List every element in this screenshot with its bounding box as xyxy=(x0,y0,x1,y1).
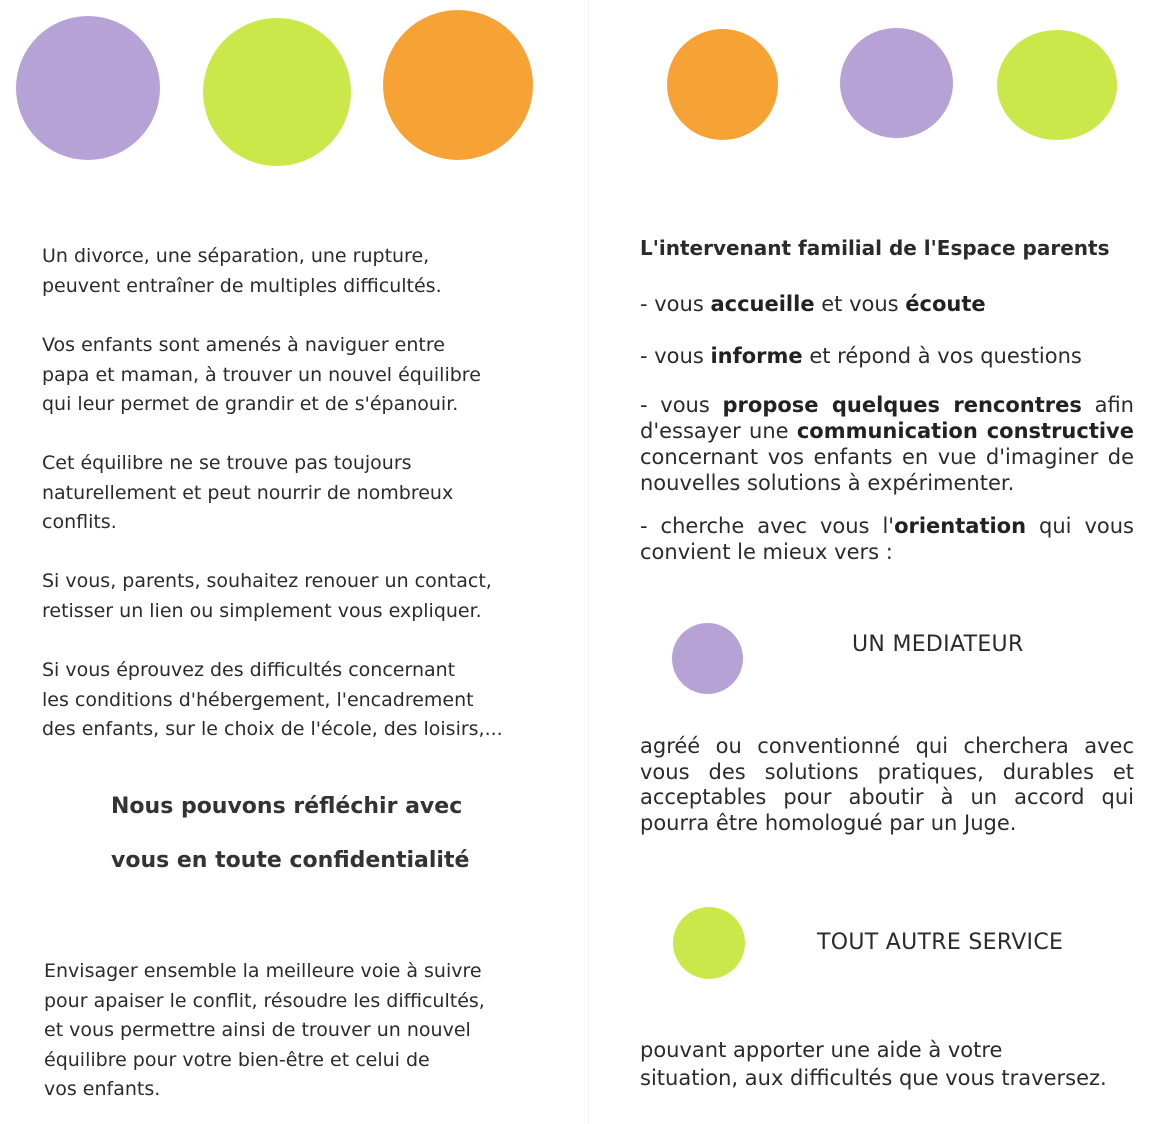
confidentiality-heading-line2: vous en toute confidentialité xyxy=(111,848,470,873)
other-service-label: TOUT AUTRE SERVICE xyxy=(817,930,1064,955)
lime-dot xyxy=(203,18,351,166)
other-service-description: pouvant apporter une aide à votre situation, aux difficultés que vous traversez. xyxy=(640,1038,1107,1090)
orange-dot xyxy=(383,10,533,160)
page-fold xyxy=(588,0,589,1124)
lime-dot xyxy=(997,30,1117,140)
balance-paragraph: Cet équilibre ne se trouve pas toujours naturellement et peut nourrir de nombreux conflits. xyxy=(42,452,454,533)
other-service-dot xyxy=(673,907,745,979)
mediator-description: agréé ou conventionné qui cherchera avec vous des solutions pratiques, durables et acceptables pour aboutir à un accord qui pourra être homologué par un Juge. xyxy=(640,734,1134,835)
purple-dot xyxy=(840,28,953,138)
bullet-inform: - vous informe et répond à vos questions xyxy=(640,344,1082,368)
section-title: L'intervenant familial de l'Espace parents xyxy=(640,236,1110,260)
bullet-orientation: - cherche avec vous l'orientation qui vous convient le mieux vers : xyxy=(640,514,1134,564)
confidentiality-heading-line1: Nous pouvons réfléchir avec xyxy=(111,794,463,819)
bullet-meetings: - vous propose quelques rencontres afin d'essayer une communication constructive concernant vos enfants en vue d'imaginer de nouvelles solutions à expérimenter. xyxy=(640,393,1134,495)
bullet-welcome: - vous accueille et vous écoute xyxy=(640,292,986,316)
contact-paragraph: Si vous, parents, souhaitez renouer un contact, retisser un lien ou simplement vous expliquer. xyxy=(42,570,492,622)
children-paragraph: Vos enfants sont amenés à naviguer entre papa et maman, à trouver un nouvel équilibre qui leur permet de grandir et de s'épanouir. xyxy=(42,334,481,415)
mediator-dot xyxy=(672,623,743,694)
difficulties-paragraph: Si vous éprouvez des difficultés concernant les conditions d'hébergement, l'encadrement des enfants, sur le choix de l'école, des loisirs,... xyxy=(42,659,503,740)
mediator-label: UN MEDIATEUR xyxy=(852,632,1024,657)
intro-paragraph: Un divorce, une séparation, une rupture, peuvent entraîner de multiples difficultés. xyxy=(42,245,442,297)
purple-dot xyxy=(16,16,160,160)
closing-paragraph: Envisager ensemble la meilleure voie à suivre pour apaiser le conflit, résoudre les difficultés, et vous permettre ainsi de trouver un nouvel équilibre pour votre bien-être et celui de vos enfants. xyxy=(44,960,485,1100)
orange-dot xyxy=(667,29,778,140)
